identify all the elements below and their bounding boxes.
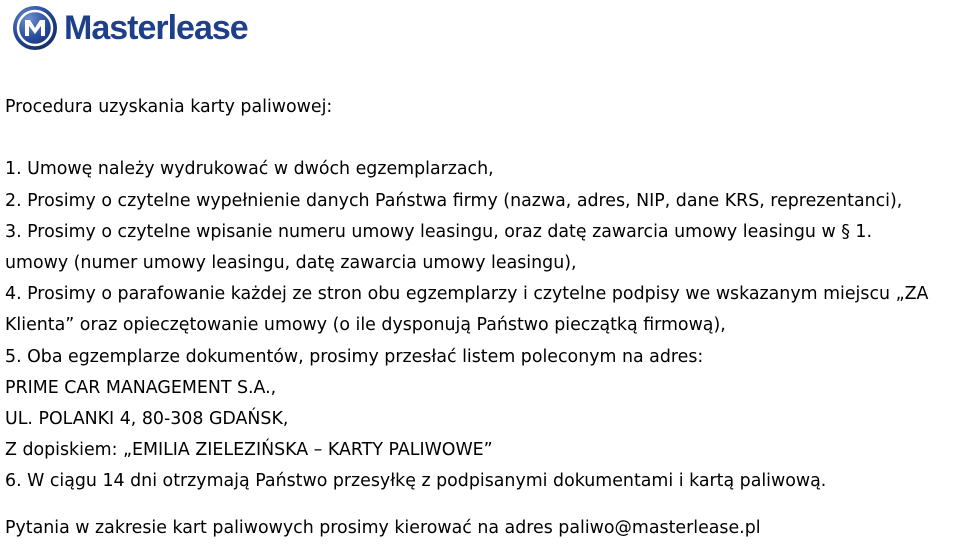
address-company: PRIME CAR MANAGEMENT S.A.,: [5, 377, 277, 398]
step-3-continued: umowy (numer umowy leasingu, datę zawarcia umowy leasingu),: [5, 252, 577, 273]
address-street: UL. POLANKI 4, 80-308 GDAŃSK,: [5, 408, 289, 429]
step-1: 1. Umowę należy wydrukować w dwóch egzemplarzach,: [5, 159, 494, 180]
email-link[interactable]: paliwo@masterlease.pl: [558, 518, 761, 538]
address-annotation: Z dopiskiem: „EMILIA ZIELEZIŃSKA – KARTY PALIWOWE”: [5, 440, 493, 461]
step-2: 2. Prosimy o czytelne wypełnienie danych Państwa firmy (nazwa, adres, NIP, dane KRS, reprezentanci),: [5, 190, 903, 211]
contact-footer: [5, 513, 761, 544]
document-body: [5, 92, 960, 497]
footer-text: Pytania w zakresie kart paliwowych prosimy kierować na adres: [5, 518, 553, 538]
logo-wordmark: Masterlease: [64, 9, 248, 47]
step-4: 4. Prosimy o parafowanie każdej ze stron obu egzemplarzy i czytelne podpisy we wskazanym miejscu „ZA: [5, 284, 929, 305]
masterlease-logo: [12, 4, 248, 52]
masterlease-logo-icon: [12, 5, 58, 51]
document-title: Procedura uzyskania karty paliwowej:: [5, 97, 333, 117]
step-3: 3. Prosimy o czytelne wpisanie numeru umowy leasingu, oraz datę zawarcia umowy leasingu w § 1.: [5, 221, 873, 242]
step-4-continued: Klienta” oraz opieczętowanie umowy (o ile dysponują Państwo pieczątką firmową),: [5, 315, 726, 336]
step-6: 6. W ciągu 14 dni otrzymają Państwo przesyłkę z podpisanymi dokumentami i kartą paliwową.: [5, 471, 827, 492]
step-5: 5. Oba egzemplarze dokumentów, prosimy przesłać listem poleconym na adres:: [5, 346, 704, 367]
